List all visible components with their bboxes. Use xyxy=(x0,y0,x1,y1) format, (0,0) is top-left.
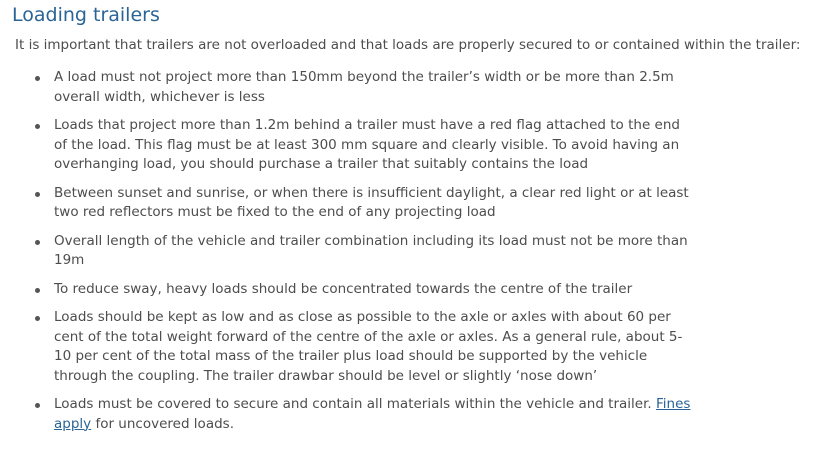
bullet-icon xyxy=(35,76,40,81)
list-item-text: A load must not project more than 150mm beyond the trailer’s width or be more than 2.5m overall width, whichever is less xyxy=(54,69,674,105)
bullet-icon xyxy=(35,288,40,293)
list-item-text: Loads should be kept as low and as close as possible to the axle or axles with about 60 per cent of the total weight forward of the centre of the axle or axles. As a general rule, about 5-10 per cent of the total mass of the trailer plus load should be supported by the vehicle through the coupling. The trailer drawbar should be level or slightly ‘nose down’ xyxy=(54,309,683,384)
bullet-icon xyxy=(35,192,40,197)
bullet-icon xyxy=(35,403,40,408)
list-item-text: Loads that project more than 1.2m behind a trailer must have a red flag attached to the end of the load. This flag must be at least 300 mm square and clearly visible. To avoid having an overhanging load, you should purchase a trailer that suitably contains the load xyxy=(54,117,680,172)
bullet-icon xyxy=(35,124,40,129)
list-item-text: To reduce sway, heavy loads should be concentrated towards the centre of the trailer xyxy=(54,280,633,297)
list-item xyxy=(32,116,694,175)
list-item xyxy=(32,232,694,271)
bullet-icon xyxy=(35,316,40,321)
bullet-icon xyxy=(35,240,40,245)
list-item-text: Loads must be covered to secure and contain all materials within the vehicle and trailer. xyxy=(54,396,657,412)
intro-paragraph: It is important that trailers are not overloaded and that loads are properly secured to or contained within the trailer: xyxy=(15,37,801,53)
list-item-text: Between sunset and sunrise, or when there is insufficient daylight, a clear red light or at least two red reflectors must be fixed to the end of any projecting load xyxy=(54,184,689,220)
list-item xyxy=(32,68,694,107)
fines-apply-link[interactable]: Fines apply xyxy=(54,396,691,432)
list-item-text-after: for uncovered loads. xyxy=(91,415,234,432)
list-item xyxy=(32,184,694,223)
list-item-text: Overall length of the vehicle and trailer combination including its load must not be more than 19m xyxy=(54,232,688,268)
rules-list xyxy=(12,68,826,434)
list-item xyxy=(32,308,694,386)
list-item xyxy=(32,280,694,300)
list-item-covered-loads xyxy=(32,395,694,434)
section-title: Loading trailers xyxy=(12,4,160,26)
